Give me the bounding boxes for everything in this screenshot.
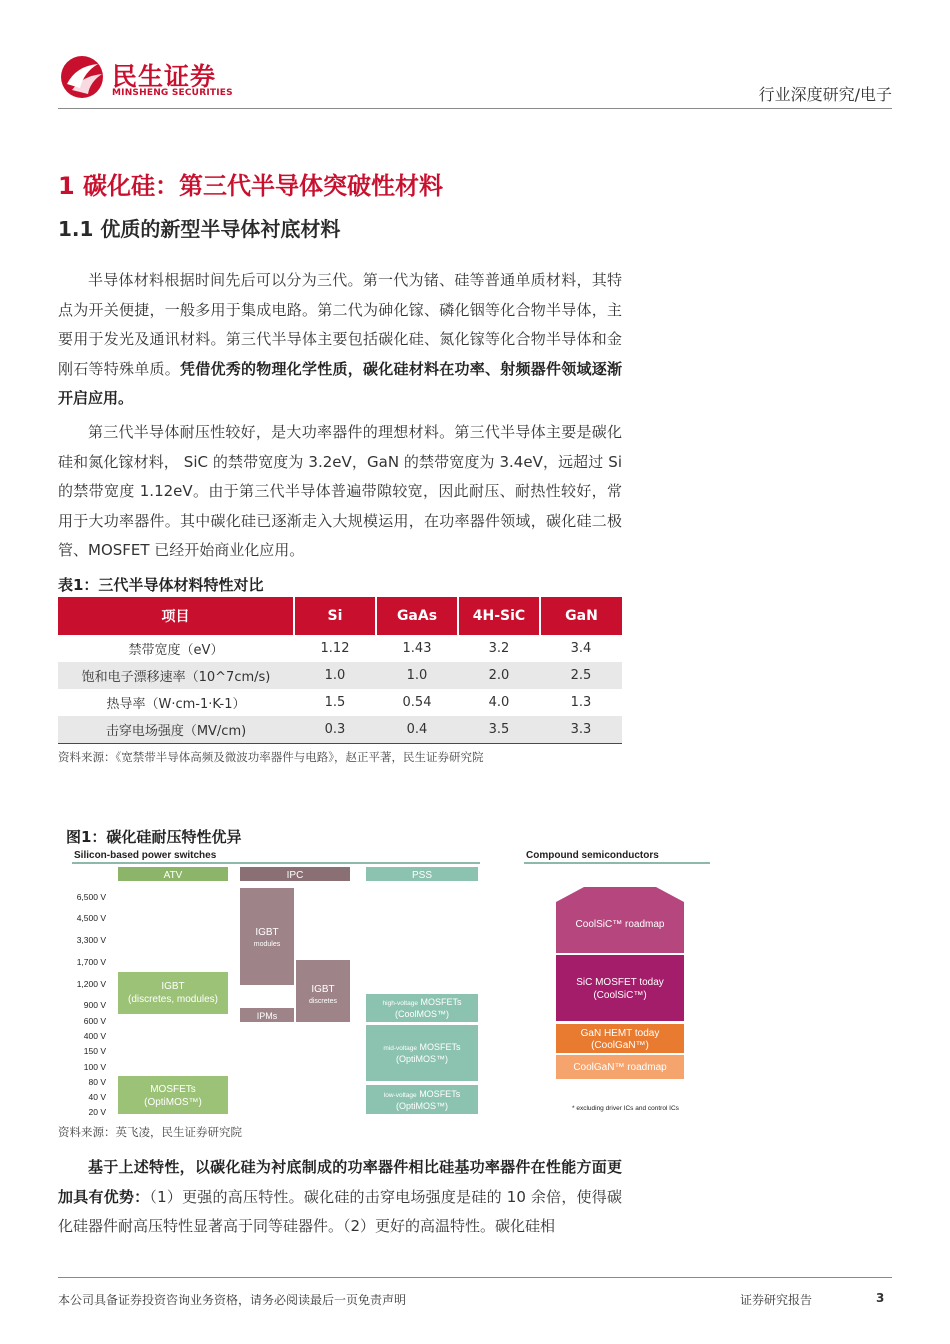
atv-mosfet-label: MOSFETs xyxy=(150,1084,196,1095)
coolgan-roadmap-label: CoolGaN™ roadmap xyxy=(573,1062,667,1073)
pss-lv-sub: (OptiMOS™) xyxy=(395,1101,449,1111)
pss-lv-label: low-voltage MOSFETs xyxy=(383,1089,461,1099)
pss-mv-sub: (OptiMOS™) xyxy=(395,1054,449,1064)
voltage-label: 100 V xyxy=(83,1062,106,1072)
pss-mv-label: mid-voltage MOSFETs xyxy=(383,1042,461,1052)
voltage-label: 1,700 V xyxy=(76,957,106,967)
brand-logo-icon xyxy=(58,54,108,100)
paragraph-1-emphasis: 凭借优秀的物理化学性质，碳化硅材料在功率、射频器件领域逐渐开启应用。 xyxy=(58,359,622,407)
table-row xyxy=(58,689,622,716)
table-cell: 3.5 xyxy=(458,716,540,744)
atv-igbt-block xyxy=(118,972,228,1014)
table-cell: 1.0 xyxy=(376,662,458,689)
coolsic-roadmap-label: CoolSiC™ roadmap xyxy=(575,919,665,930)
sic-today-label: SiC MOSFET today xyxy=(576,977,664,988)
table-cell: 3.3 xyxy=(540,716,622,744)
compound-section-title: Compound semiconductors xyxy=(526,850,659,861)
ipc-header-label: IPC xyxy=(286,870,304,881)
table-header-row xyxy=(58,597,622,635)
table-cell: 2.0 xyxy=(458,662,540,689)
atv-igbt-label: IGBT xyxy=(161,981,185,992)
paragraph-3 xyxy=(58,1153,622,1242)
pss-hv-sub: (CoolMOS™) xyxy=(394,1009,450,1019)
paragraph-3-text: （1）更强的高压特性。碳化硅的击穿电场强度是硅的 10 余倍，使得碳化硅器件耐高压特性显著高于同等硅器件。（2）更好的高温特性。碳化硅相 xyxy=(58,1187,622,1235)
ipc-ipms-label: IPMs xyxy=(256,1011,278,1021)
paragraph-1 xyxy=(58,266,622,414)
table-cell: 1.0 xyxy=(294,662,376,689)
voltage-label: 1,200 V xyxy=(76,979,106,989)
pss-header-label: PSS xyxy=(411,870,433,881)
table-cell: 0.54 xyxy=(402,695,432,710)
table-title: 表1：三代半导体材料特性对比 xyxy=(58,576,264,594)
table-cell: 禁带宽度（eV） xyxy=(128,643,224,658)
silicon-section-title: Silicon-based power switches xyxy=(74,850,217,861)
table-cell: 1.5 xyxy=(324,695,346,710)
atv-header-label: ATV xyxy=(163,870,183,881)
voltage-label: 4,500 V xyxy=(76,913,106,923)
report-category: 行业深度研究/电子 xyxy=(758,85,892,104)
table-row xyxy=(58,716,622,744)
sic-today-block xyxy=(556,955,684,1021)
footer-report-type: 证券研究报告 xyxy=(740,1293,813,1307)
voltage-label: 900 V xyxy=(83,1000,106,1010)
table-header-cell: Si xyxy=(294,597,376,635)
table-header-cell: 4H-SiC xyxy=(458,597,540,635)
table-cell: 1.43 xyxy=(402,641,432,656)
paragraph-3-emphasis: 基于上述特性，以碳化硅为衬底制成的功率器件相比硅基功率器件在性能方面更加具有优势： xyxy=(58,1158,622,1206)
voltage-label: 400 V xyxy=(83,1031,106,1041)
voltage-label: 6,500 V xyxy=(76,892,106,902)
table-cell: 4.0 xyxy=(488,695,510,710)
table-cell: 3.4 xyxy=(570,641,592,656)
ipc-igbt-discretes-sub: discretes xyxy=(308,998,338,1005)
brand-name-en: MINSHENG SECURITIES xyxy=(112,88,233,98)
section-heading: 1 碳化硅：第三代半导体突破性材料 xyxy=(58,172,444,200)
table-row xyxy=(58,662,622,689)
brand-name-cn: 民生证券 xyxy=(112,62,217,91)
gan-today-label: GaN HEMT today xyxy=(580,1028,660,1039)
sic-today-sub: (CoolSiC™) xyxy=(593,990,647,1001)
table-cell: 热导率（W·cm-1·K-1） xyxy=(106,697,246,712)
subsection-heading: 1.1 优质的新型半导体衬底材料 xyxy=(58,217,341,241)
page-number: 3 xyxy=(876,1291,885,1305)
paragraph-2-text: 第三代半导体耐压性较好，是大功率器件的理想材料。第三代半导体主要是碳化硅和氮化镓材料， SiC 的禁带宽度为 3.2eV，GaN 的禁带宽度为 3.4eV，远超过 Si 的禁带宽度 1.12eV。由于第三代半导体普遍带隙较宽，因此耐压、耐热性较好，常用于大功率器件。其中碳化硅已逐渐走入大规模运用，在功率器件领域，碳化硅二极管、MOSFET 已经开始商业化应用。 xyxy=(58,423,622,559)
voltage-label: 600 V xyxy=(83,1016,106,1026)
table-cell: 3.2 xyxy=(488,641,510,656)
table-row xyxy=(58,635,622,662)
gan-today-sub: (CoolGaN™) xyxy=(591,1040,649,1051)
ipc-igbt-modules-sub: modules xyxy=(253,941,281,948)
table-cell: 0.4 xyxy=(376,716,458,744)
voltage-label: 80 V xyxy=(88,1077,106,1087)
figure-source: 资料来源：英飞凌，民生证券研究院 xyxy=(58,1125,242,1139)
footer-disclaimer: 本公司具备证券投资咨询业务资格，请务必阅读最后一页免责声明 xyxy=(58,1293,407,1307)
ipc-igbt-modules-label: IGBT xyxy=(255,927,279,938)
ipc-igbt-discretes-label: IGBT xyxy=(311,984,335,995)
table-cell: 击穿电场强度（MV/cm) xyxy=(58,716,294,744)
table-source: 资料来源：《宽禁带半导体高频及微波功率器件与电路》，赵正平著，民生证券研究院 xyxy=(58,750,484,764)
atv-igbt-sub: (discretes, modules) xyxy=(127,994,219,1005)
table-cell: 1.12 xyxy=(320,641,350,656)
pss-hv-label: high-voltage MOSFETs xyxy=(382,997,462,1007)
table-cell: 0.3 xyxy=(294,716,376,744)
voltage-label: 20 V xyxy=(88,1107,106,1117)
atv-mosfet-sub: (OptiMOS™) xyxy=(144,1097,202,1108)
figure-title: 图1：碳化硅耐压特性优异 xyxy=(66,828,242,846)
voltage-label: 3,300 V xyxy=(76,935,106,945)
voltage-label: 40 V xyxy=(88,1092,106,1102)
paragraph-1-text: 半导体材料根据时间先后可以分为三代。第一代为锗、硅等普通单质材料，其特点为开关便捷，一般多用于集成电路。第二代为砷化镓、磷化铟等化合物半导体，主要用于发光及通讯材料。第三代半导体主要包括碳化硅、氮化镓等化合物半导体和金刚石等特殊单质。 xyxy=(58,271,622,378)
table-header-cell: GaAs xyxy=(376,597,458,635)
table-cell: 饱和电子漂移速率（10^7cm/s) xyxy=(58,662,294,689)
table-cell: 2.5 xyxy=(540,662,622,689)
paragraph-2 xyxy=(58,418,622,566)
material-comparison-table xyxy=(58,597,622,744)
table-cell: 1.3 xyxy=(570,695,592,710)
table-header-cell: 项目 xyxy=(58,597,294,635)
pss-mv-block xyxy=(366,1025,478,1081)
atv-mosfet-block xyxy=(118,1076,228,1114)
voltage-range-diagram xyxy=(58,844,726,1122)
figure-note: * excluding driver ICs and control ICs xyxy=(572,1105,679,1112)
header-divider xyxy=(58,108,892,109)
voltage-label: 150 V xyxy=(83,1046,106,1056)
table-header-cell: GaN xyxy=(540,597,622,635)
footer-divider xyxy=(58,1277,892,1278)
